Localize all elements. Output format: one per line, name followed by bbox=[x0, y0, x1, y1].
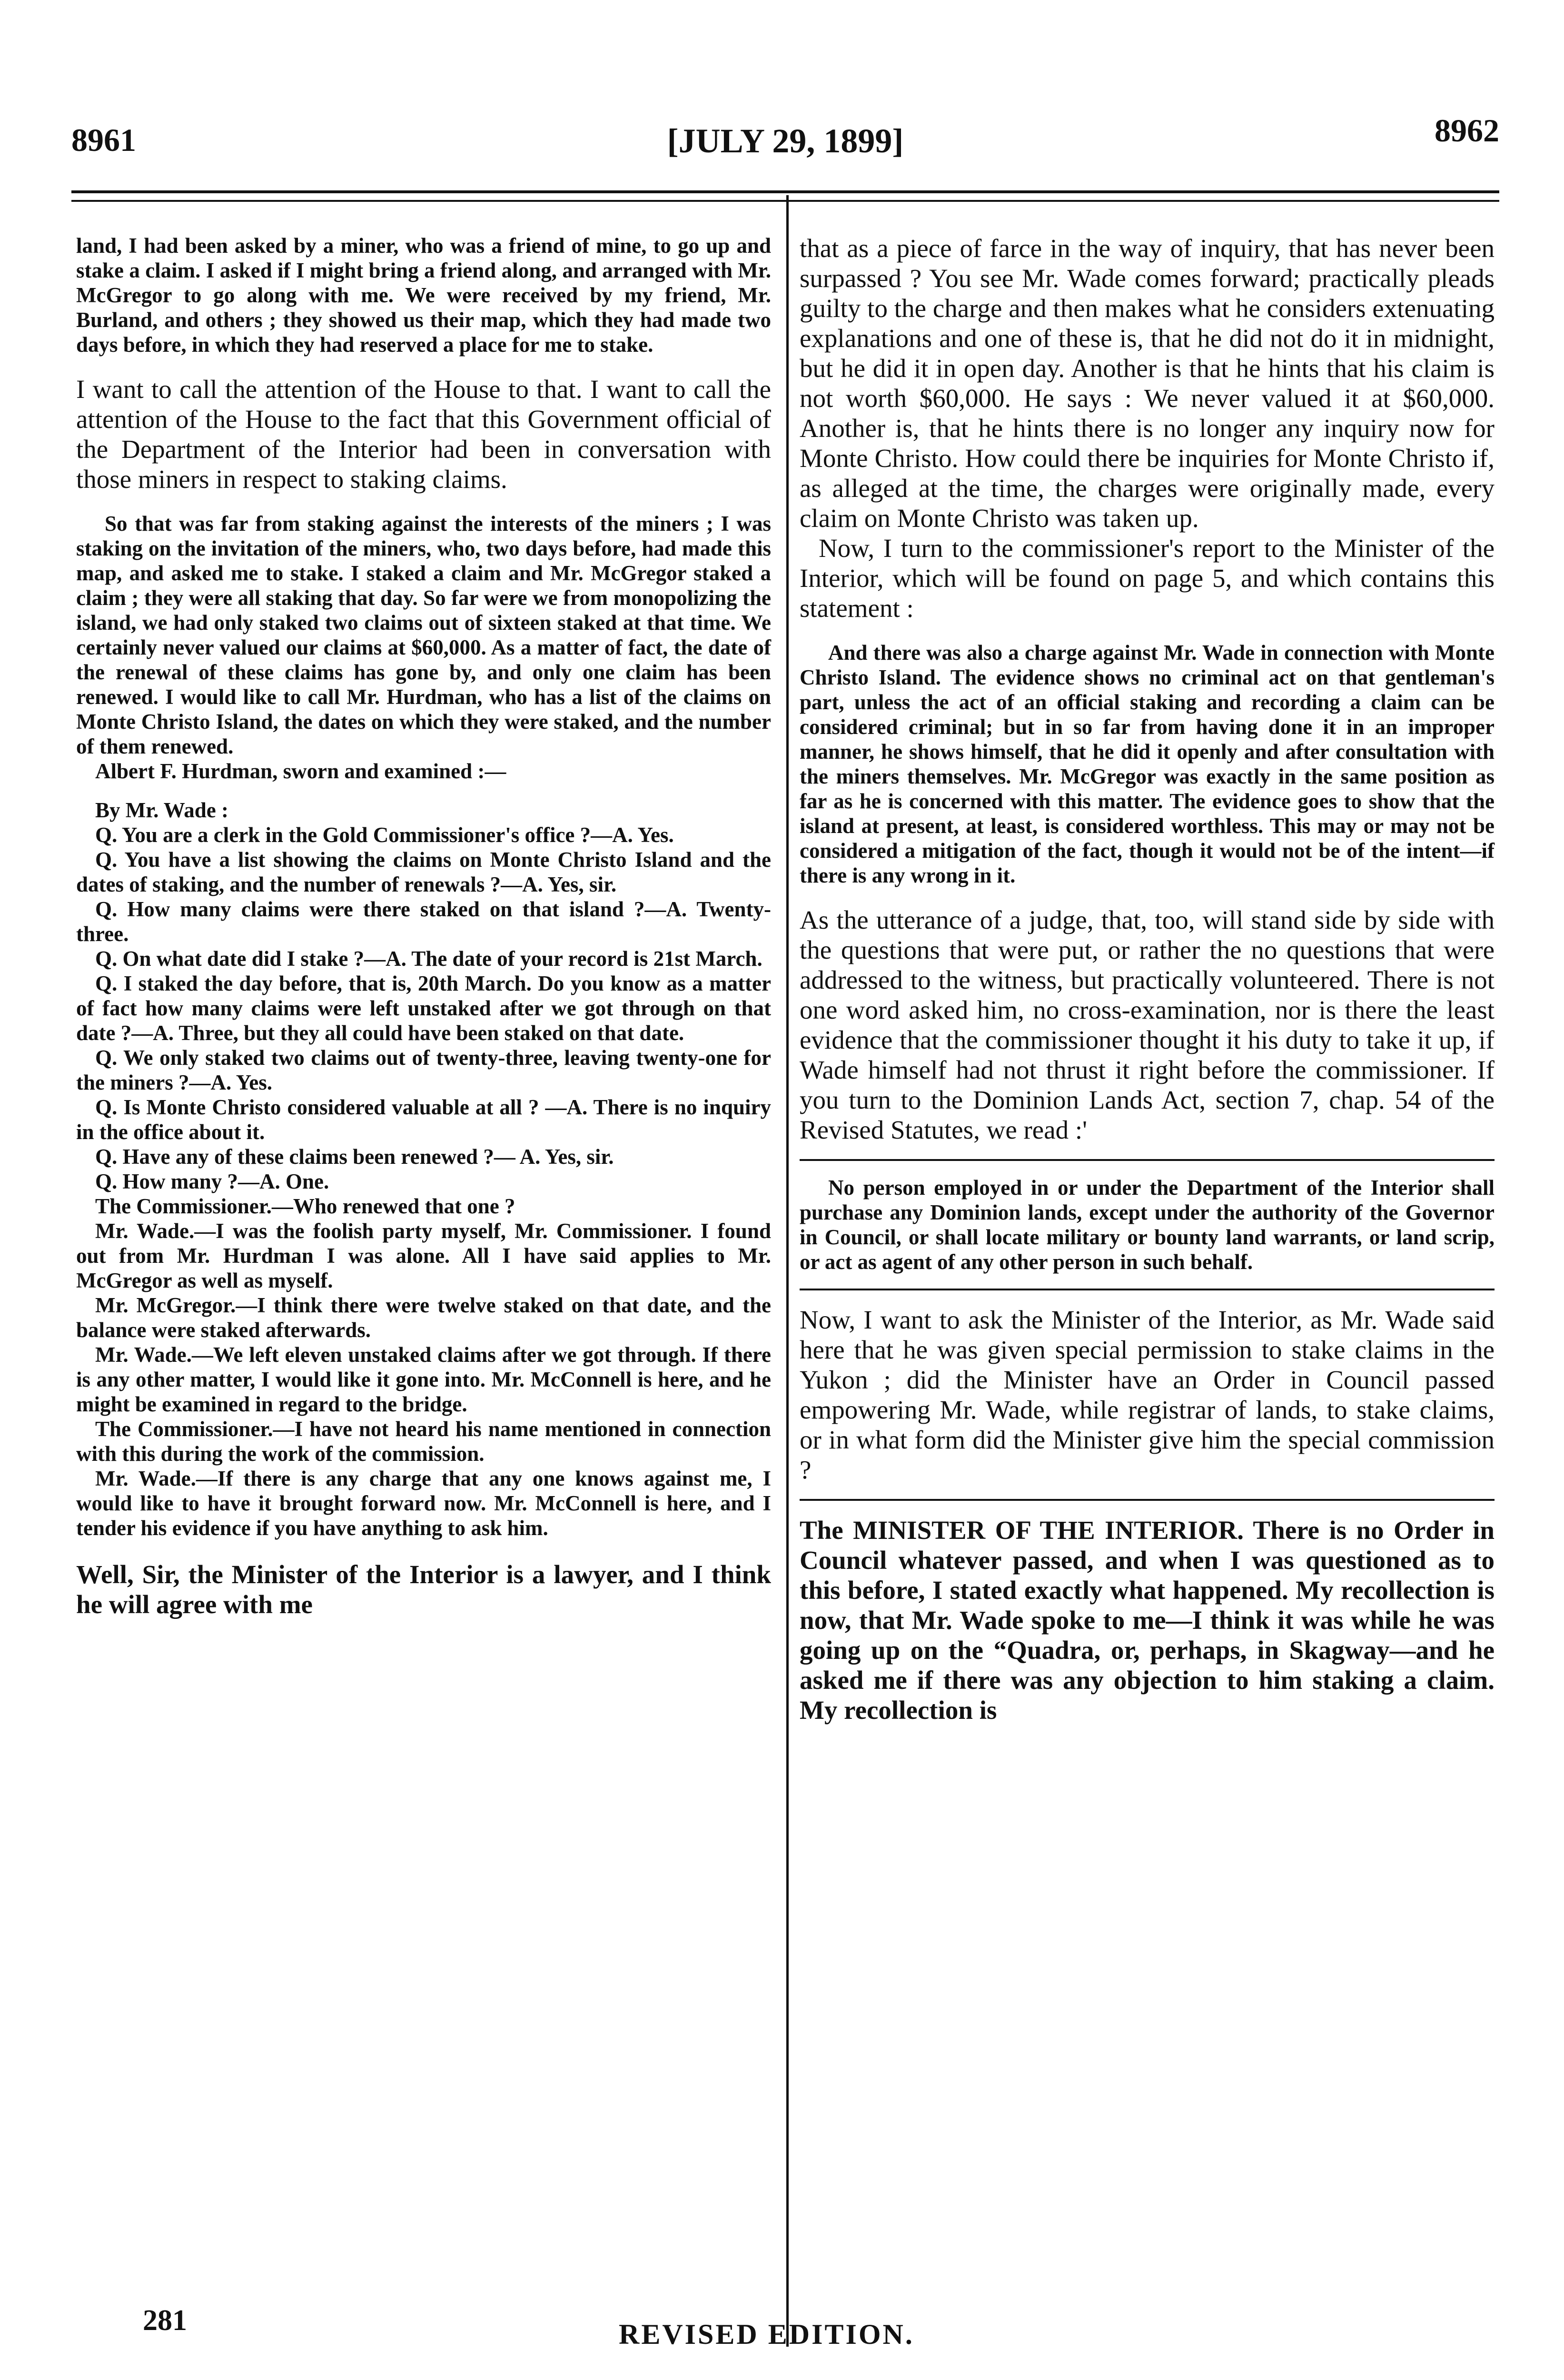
left-para-2: So that was far from staking against the interests of the miners ; I was staking on the invitation of the miners, who, two days before, had made this map, and asked me to stake. I staked a claim and Mr. McGregor staked a claim ; they were all staking that day. So far were we from monopolizing the island, we had only staked two claims out of sixteen staked at that time. We certainly never valued our claims at $60,000. As a matter of fact, the date of the renewal of these claims has gone by, and only one claim has been renewed. I would like to call Mr. Hurdman, who has a list of the claims on Monte Christo Island, the dates on which they were staked, and the number of them renewed. bbox=[76, 512, 771, 758]
right-para-5: Now, I want to ask the Minister of the Interior, as Mr. Wade said here that he was given special permission to stake claims in the Yukon ; did the Minister have an Order in Council passed empowering Mr. Wade, while registrar of lands, to stake claims, or in what form did the Minister give him the special commission ? bbox=[800, 1305, 1495, 1484]
left-para-12: Q. Have any of these claims been renewed ?— A. Yes, sir. bbox=[95, 1145, 614, 1169]
left-para-0: land, I had been asked by a miner, who was a friend of mine, to go up and stake a claim. I asked if I might bring a friend along, and arranged with Mr. McGregor to go along with me. We were received by my friend, Mr. Burland, and others ; they showed us their map, which they had made two days before, in which they had reserved a place for me to stake. bbox=[76, 234, 771, 357]
left-column bbox=[76, 233, 771, 1619]
left-para-9: Q. I staked the day before, that is, 20th March. Do you know as a matter of fact how many claims were left unstaked after we got through on that date ?—A. Three, but they all could have been staked on that date. bbox=[76, 972, 771, 1045]
left-para-7: Q. How many claims were there staked on that island ?—A. Twenty-three. bbox=[76, 897, 771, 946]
left-para-10: Q. We only staked two claims out of twenty-three, leaving twenty-one for the miners ?—A. Yes. bbox=[76, 1046, 771, 1094]
left-para-6: Q. You have a list showing the claims on Monte Christo Island and the dates of staking, and the number of renewals ?—A. Yes, sir. bbox=[76, 848, 771, 896]
left-para-11: Q. Is Monte Christo considered valuable at all ? —A. There is no inquiry in the office about it. bbox=[76, 1095, 771, 1144]
left-para-16: Mr. McGregor.—I think there were twelve staked on that date, and the balance were staked afterwards. bbox=[76, 1293, 771, 1342]
right-para-4: No person employed in or under the Department of the Interior shall purchase any Dominion lands, except under the authority of the Governor in Council, or shall locate military or bounty land warrants, or land scrip, or act as agent of any other person in such behalf. bbox=[800, 1176, 1495, 1274]
right-para-2: And there was also a charge against Mr. Wade in connection with Monte Christo Island. The evidence shows no criminal act on that gentleman's part, unless the act of an official staking and recording a claim can be considered criminal; but in so far from having done it in an improper manner, he shows himself, that he did it openly and after consultation with the miners themselves. Mr. McGregor was exactly in the same position as far as he is concerned with this matter. The evidence goes to show that the island at present, at least, is considered worthless. This may or may not be considered a mitigation of the fact, though it would not be of the intent—if there is any wrong in it. bbox=[800, 641, 1495, 887]
header-rule-bottom bbox=[71, 200, 1499, 202]
right-para-1: Now, I turn to the commissioner's report to the Minister of the Interior, which will be found on page 5, and which contains this statement : bbox=[800, 534, 1495, 623]
left-page-number: 8961 bbox=[71, 122, 136, 158]
left-para-8: Q. On what date did I stake ?—A. The date of your record is 21st March. bbox=[95, 947, 762, 971]
left-para-1: I want to call the attention of the House to that. I want to call the attention of the House to the fact that this Government official of the Department of the Interior had been in conversation with those miners in respect to staking claims. bbox=[76, 375, 771, 494]
left-para-19: Mr. Wade.—If there is any charge that any one knows against me, I would like to have it brought forward now. Mr. McConnell is here, and I tender his evidence if you have anything to ask him. bbox=[76, 1467, 771, 1540]
left-para-17: Mr. Wade.—We left eleven unstaked claims after we got through. If there is any other matter, I would like it gone into. Mr. McConnell is here, and he might be examined in regard to the bridge. bbox=[76, 1343, 771, 1416]
left-para-5: Q. You are a clerk in the Gold Commissioner's office ?—A. Yes. bbox=[95, 823, 674, 847]
header-rule-top bbox=[71, 190, 1499, 193]
column-divider bbox=[786, 195, 789, 2347]
left-para-3: Albert F. Hurdman, sworn and examined :— bbox=[95, 759, 506, 783]
left-para-4: By Mr. Wade : bbox=[95, 798, 229, 822]
page-date: [JULY 29, 1899] bbox=[667, 122, 904, 160]
right-rule-1 bbox=[800, 1159, 1495, 1161]
right-para-6: The MINISTER OF THE INTERIOR. There is no Order in Council whatever passed, and when I was questioned as to this before, I stated exactly what happened. My recollection is now, that Mr. Wade spoke to me—I think it was while he was going up on the “Quadra, or, perhaps, in Skagway—and he asked me if there was any objection to him staking a claim. My recollection is bbox=[800, 1516, 1495, 1725]
right-page-number: 8962 bbox=[1435, 112, 1499, 149]
left-para-13: Q. How many ?—A. One. bbox=[95, 1170, 329, 1193]
right-rule-3 bbox=[800, 1499, 1495, 1501]
left-para-18: The Commissioner.—I have not heard his name mentioned in connection with this during the work of the commission. bbox=[76, 1417, 771, 1466]
left-para-20: Well, Sir, the Minister of the Interior is a lawyer, and I think he will agree with me bbox=[76, 1560, 771, 1619]
footer-page-number: 281 bbox=[143, 2304, 187, 2337]
right-para-0: that as a piece of farce in the way of inquiry, that has never been surpassed ? You see Mr. Wade comes forward; practically pleads guilty to the charge and then makes what he considers extenuating explanations and one of these is, that he did not do it in midnight, but he did it in open day. Another is that he hints that his claim is not worth $60,000. He says : We never valued it at $60,000. Another is, that he hints there is no longer any inquiry now for Monte Christo. How could there be inquiries for Monte Christo if, as alleged at the time, the charges were originally made, every claim on Monte Christo was taken up. bbox=[800, 234, 1495, 533]
right-rule-2 bbox=[800, 1289, 1495, 1290]
right-column bbox=[800, 233, 1495, 1725]
left-para-15: Mr. Wade.—I was the foolish party myself, Mr. Commissioner. I found out from Mr. Hurdman I was alone. All I have said applies to Mr. McGregor as well as myself. bbox=[76, 1219, 771, 1292]
footer-edition: REVISED EDITION. bbox=[619, 2319, 914, 2350]
page-header bbox=[71, 107, 1499, 164]
left-para-14: The Commissioner.—Who renewed that one ? bbox=[95, 1194, 515, 1218]
right-para-3: As the utterance of a judge, that, too, will stand side by side with the questions that were put, or rather the no questions that were addressed to the witness, but practically volunteered. There is not one word asked him, no cross-examination, nor is there the least evidence that the commissioner thought it his duty to take it up, if Wade himself had not thrust it right before the commissioner. If you turn to the Dominion Lands Act, section 7, chap. 54 of the Revised Statutes, we read :' bbox=[800, 905, 1495, 1144]
